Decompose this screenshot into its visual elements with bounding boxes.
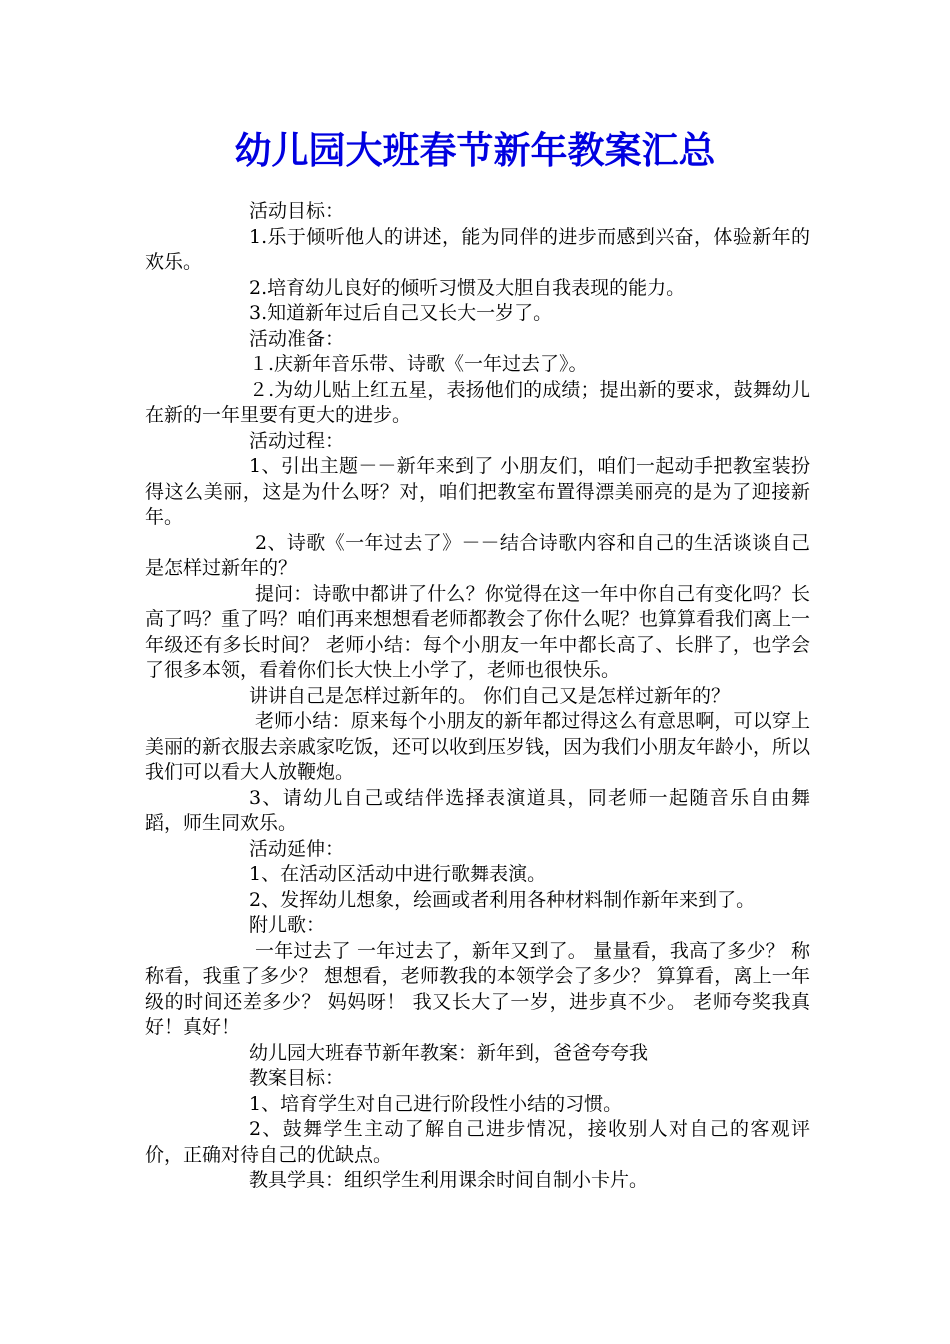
paragraph: 1.乐于倾听他人的讲述，能为同伴的进步而感到兴奋，体验新年的欢乐。 (145, 225, 810, 273)
paragraph: ２.为幼儿贴上红五星，表扬他们的成绩；提出新的要求，鼓舞幼儿在新的一年里要有更大的进步。 (145, 378, 810, 426)
paragraph: 活动延伸： (249, 837, 345, 860)
paragraph: 活动准备： (249, 327, 345, 350)
paragraph: 3、请幼儿自己或结伴选择表演道具，同老师一起随音乐自由舞蹈，师生同欢乐。 (145, 786, 810, 834)
paragraph: 2、诗歌《一年过去了》－－结合诗歌内容和自己的生活谈谈自己是怎样过新年的？ (145, 531, 810, 579)
document-body (145, 199, 810, 1194)
paragraph: 活动目标： (249, 200, 345, 222)
paragraph: 教案目标： (249, 1067, 345, 1089)
paragraph: 幼儿园大班春节新年教案：新年到，爸爸夸夸我 (249, 1041, 649, 1064)
paragraph: 老师小结：原来每个小朋友的新年都过得这么有意思啊，可以穿上美丽的新衣服去亲戚家吃饭，还可以收到压岁钱，因为我们小朋友年龄小，所以我们可以看大人放鞭炮。 (145, 710, 811, 783)
paragraph: 教具学具：组织学生利用课余时间自制小卡片。 (249, 1169, 649, 1191)
paragraph: 讲讲自己是怎样过新年的。 你们自己又是怎样过新年的？ (249, 684, 731, 707)
paragraph: 2、发挥幼儿想象，绘画或者利用各种材料制作新年来到了。 (249, 888, 756, 911)
paragraph: 附儿歌： (249, 914, 326, 936)
paragraph: 活动过程： (249, 429, 345, 452)
paragraph: 1、引出主题－－新年来到了 小朋友们，咱们一起动手把教室装扮得这么美丽，这是为什么呀？对，咱们把教室布置得漂美丽亮的是为了迎接新年。 (145, 455, 810, 528)
paragraph: 提问：诗歌中都讲了什么？你觉得在这一年中你自己有变化吗？长高了吗？重了吗？咱们再来想想看老师都教会了你什么呢？也算算看我们离上一年级还有多长时间？ 老师小结：每个小朋友一年中都长高了、长胖了，也学会了很多本领，看着你们长大快上小学了，老师也很快乐。 (145, 582, 811, 681)
document-title: 幼儿园大班春节新年教案汇总 (234, 128, 716, 172)
paragraph: 3.知道新年过后自己又长大一岁了。 (249, 302, 553, 324)
paragraph: １.庆新年音乐带、诗歌《一年过去了》。 (249, 353, 588, 375)
paragraph: 2.培育幼儿良好的倾听习惯及大胆自我表现的能力。 (249, 276, 686, 299)
paragraph: 2、鼓舞学生主动了解自己进步情况，接收别人对自己的客观评价，正确对待自己的优缺点。 (145, 1118, 810, 1166)
paragraph: 1、在活动区活动中进行歌舞表演。 (249, 863, 547, 885)
paragraph: 一年过去了 一年过去了，新年又到了。 量量看，我高了多少？ 称称看，我重了多少？ 想想看，老师教我的本领学会了多少？ 算算看，离上一年级的时间还差多少？ 妈妈呀！ 我又长大了一岁，进步真不少。 老师夸奖我真好！真好！ (145, 939, 810, 1038)
paragraph: 1、培育学生对自己进行阶段性小结的习惯。 (249, 1092, 623, 1115)
